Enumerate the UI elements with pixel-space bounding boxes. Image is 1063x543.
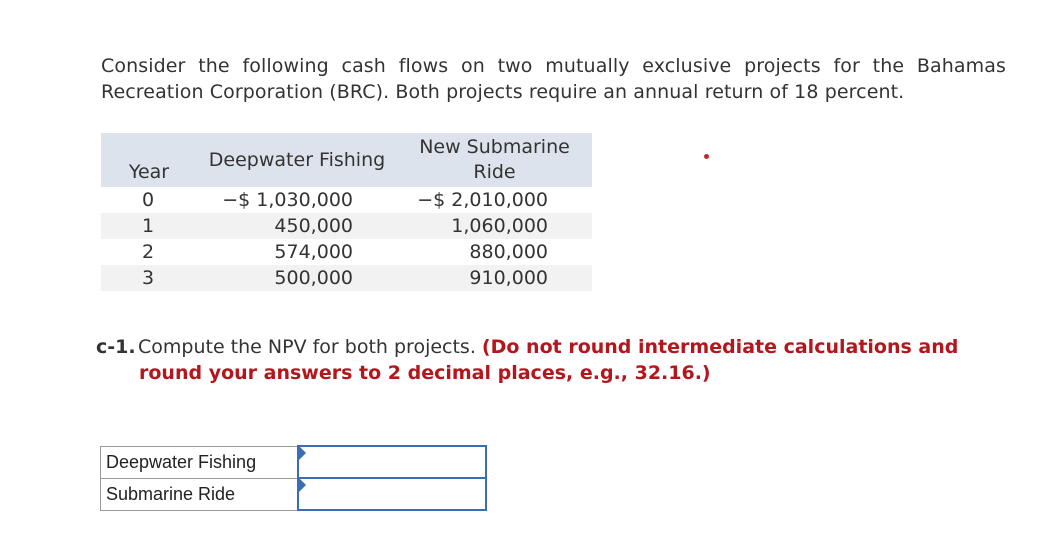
year-cell: 0 bbox=[141, 189, 155, 211]
answer-row-submarine bbox=[101, 478, 487, 510]
submarine-header bbox=[397, 133, 592, 187]
deepwater-cell: 500,000 bbox=[197, 265, 397, 291]
submarine-header-line2: Ride bbox=[473, 161, 516, 183]
table-row bbox=[101, 213, 592, 239]
npv-submarine-input[interactable] bbox=[299, 480, 485, 508]
year-cell: 3 bbox=[101, 265, 197, 291]
question-text: Compute the NPV for both projects. bbox=[138, 336, 476, 358]
input-flag-icon bbox=[299, 446, 306, 460]
submarine-cell: 910,000 bbox=[397, 265, 592, 291]
input-flag-icon bbox=[299, 478, 306, 492]
table-row bbox=[101, 265, 592, 291]
submarine-cell: −$ 2,010,000 bbox=[417, 189, 548, 211]
answer-cell-deepwater[interactable] bbox=[298, 446, 486, 478]
cash-flow-header-row bbox=[101, 133, 592, 187]
question-note-part2: round your answers to 2 decimal places, e.g., 32.16.) bbox=[139, 362, 711, 384]
npv-deepwater-input[interactable] bbox=[299, 448, 485, 476]
submarine-cell: 1,060,000 bbox=[397, 213, 592, 239]
question-note-part1: (Do not round intermediate calculations and bbox=[481, 336, 959, 358]
year-header: Year bbox=[101, 133, 197, 187]
question-line-2 bbox=[96, 360, 996, 386]
deepwater-cell: 574,000 bbox=[274, 241, 353, 263]
table-row bbox=[101, 239, 592, 265]
question-number: c-1. bbox=[96, 336, 136, 358]
submarine-cell: 880,000 bbox=[469, 241, 548, 263]
question-line-1 bbox=[96, 334, 996, 360]
red-dot-marker bbox=[704, 154, 709, 159]
year-cell: 1 bbox=[101, 213, 197, 239]
answer-cell-submarine[interactable] bbox=[298, 478, 486, 510]
problem-intro: Consider the following cash flows on two mutually exclusive projects for the Bahamas Recreation Corporation (BRC). Both projects require an annual return of 18 percent. bbox=[101, 55, 1006, 103]
deepwater-cell: 450,000 bbox=[197, 213, 397, 239]
table-row bbox=[101, 187, 592, 213]
cash-flow-table bbox=[101, 133, 592, 291]
deepwater-cell: −$ 1,030,000 bbox=[222, 189, 353, 211]
answer-label-submarine: Submarine Ride bbox=[101, 478, 299, 510]
submarine-header-line1: New Submarine bbox=[419, 136, 570, 158]
answer-grid bbox=[100, 445, 487, 511]
question-c1 bbox=[96, 334, 996, 386]
deepwater-header: Deepwater Fishing bbox=[197, 133, 397, 187]
year-cell: 2 bbox=[141, 241, 155, 263]
answer-row-deepwater bbox=[101, 446, 487, 478]
answer-label-deepwater: Deepwater Fishing bbox=[101, 446, 299, 478]
